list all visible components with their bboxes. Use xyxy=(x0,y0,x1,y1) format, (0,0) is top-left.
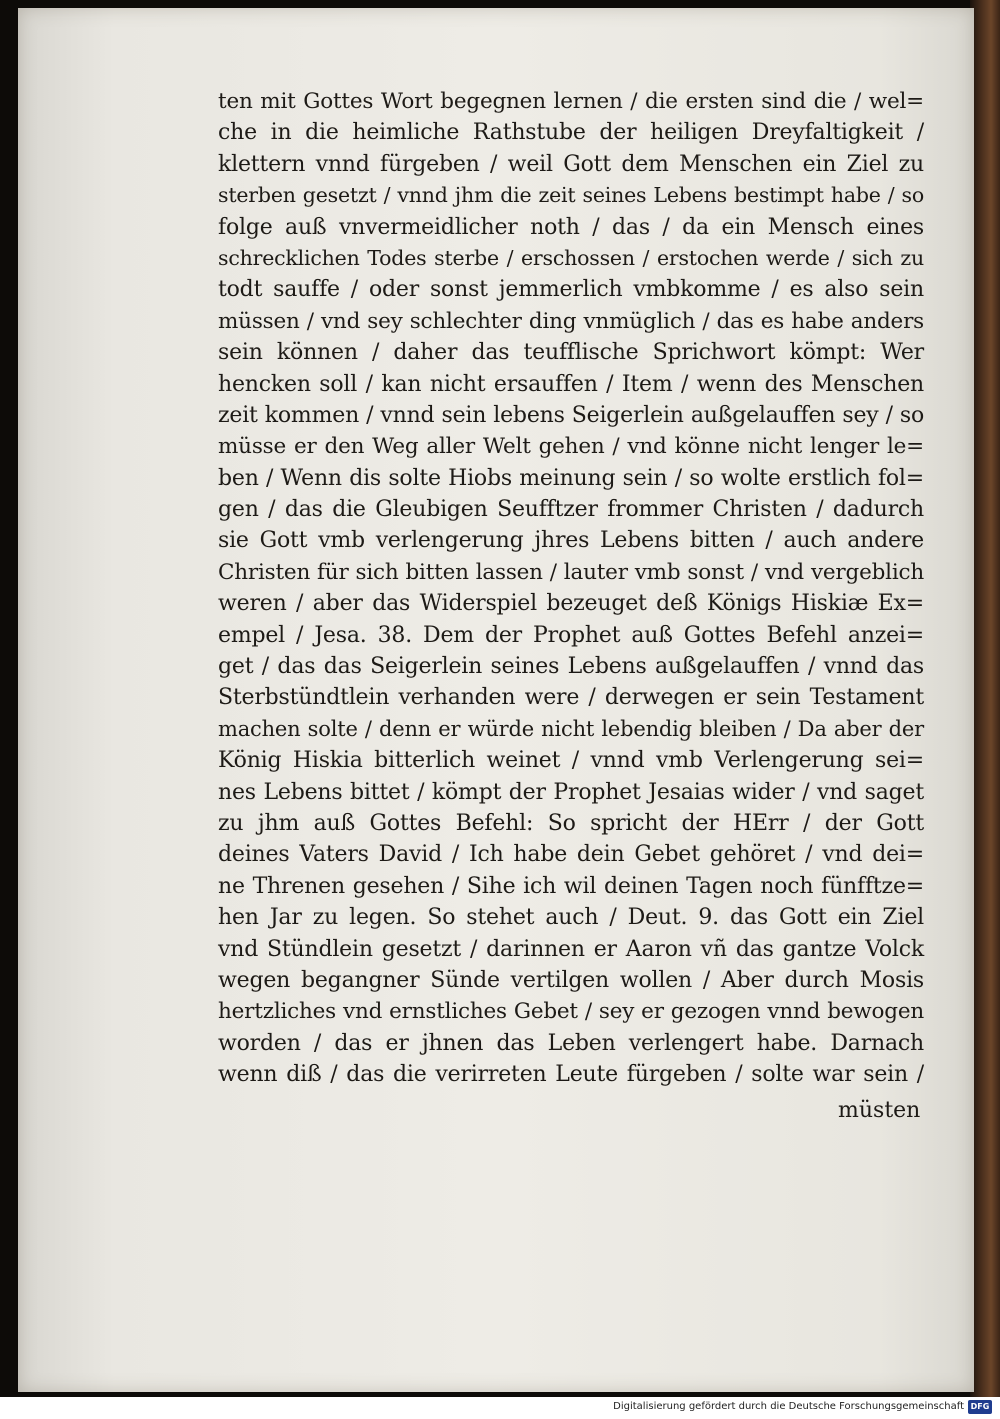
book-page xyxy=(18,8,974,1392)
text-line: hencken soll / kan nicht ersauffen / Item / wenn des Menschen xyxy=(218,371,924,397)
text-line: sie Gott vmb verlengerung jhres Lebens bitten / auch andere xyxy=(218,528,924,554)
text-line: hen Jar zu legen. So stehet auch / Deut. 9. das Gott ein Ziel xyxy=(218,905,924,931)
footer-bar xyxy=(0,1397,1000,1419)
text-line: zu jhm auß Gottes Befehl: So spricht der HErr / der Gott xyxy=(218,810,924,836)
text-line: che in die heimliche Rathstube der heiligen Dreyfaltigkeit / xyxy=(218,120,924,146)
text-line: schrecklichen Todes sterbe / erschossen / erstochen werde / sich zu xyxy=(218,245,924,270)
text-line: nes Lebens bittet / kömpt der Prophet Jesaias wider / vnd saget xyxy=(218,779,924,805)
text-line: weren / aber das Widerspiel bezeuget deß Königs Hiskiæ Ex= xyxy=(218,591,924,617)
text-line: deines Vaters David / Ich habe dein Gebet gehöret / vnd dei= xyxy=(218,842,924,868)
text-line: worden / das er jhnen das Leben verlengert habe. Darnach xyxy=(218,1030,924,1056)
catchword: müsten xyxy=(838,1098,921,1123)
funding-credit: Digitalisierung gefördert durch die Deutsche Forschungsgemeinschaft xyxy=(613,1401,964,1412)
text-line: ben / Wenn dis solte Hiobs meinung sein / so wolte erstlich fol= xyxy=(218,465,924,491)
text-line: machen solte / denn er würde nicht lebendig bleiben / Da aber der xyxy=(218,716,924,741)
text-line: folge auß vnvermeidlicher noth / das / da ein Mensch eines xyxy=(218,214,924,240)
text-line: wegen begangner Sünde vertilgen wollen / Aber durch Mosis xyxy=(218,967,924,993)
text-line: müssen / vnd sey schlechter ding vnmüglich / das es habe anders xyxy=(218,308,924,334)
text-line: klettern vnnd fürgeben / weil Gott dem Menschen ein Ziel zu xyxy=(218,151,924,177)
text-line: sein können / daher das teufflische Sprichwort kömpt: Wer xyxy=(218,340,924,366)
text-line: empel / Jesa. 38. Dem der Prophet auß Gottes Befehl anzei= xyxy=(218,622,924,648)
text-line: zeit kommen / vnnd sein lebens Seigerlein außgelauffen sey / so xyxy=(218,402,924,428)
text-line: Christen für sich bitten lassen / lauter vmb sonst / vnd vergeblich xyxy=(218,559,924,585)
body-text xyxy=(218,86,924,1091)
book-edge xyxy=(970,0,1000,1397)
dfg-logo-icon: DFG xyxy=(968,1400,992,1414)
text-line: sterben gesetzt / vnnd jhm die zeit seines Lebens bestimpt habe / so xyxy=(218,183,924,208)
text-line: get / das das Seigerlein seines Lebens außgelauffen / vnnd das xyxy=(218,654,924,680)
text-line: gen / das die Gleubigen Seufftzer frommer Christen / dadurch xyxy=(218,497,924,523)
text-line: müsse er den Weg aller Welt gehen / vnd könne nicht lenger le= xyxy=(218,434,924,460)
text-line: Sterbstündtlein verhanden were / derwegen er sein Testament xyxy=(218,685,924,711)
text-line: hertzliches vnd ernstliches Gebet / sey er gezogen vnnd bewogen xyxy=(218,999,924,1025)
text-line: ten mit Gottes Wort begegnen lernen / die ersten sind die / wel= xyxy=(218,89,924,114)
text-line: König Hiskia bitterlich weinet / vnnd vmb Verlengerung sei= xyxy=(218,748,924,774)
text-line: wenn diß / das die verirreten Leute fürgeben / solte war sein / xyxy=(218,1062,924,1088)
text-line: ne Threnen gesehen / Sihe ich wil deinen Tagen noch fünfftze= xyxy=(218,873,924,899)
text-line: todt sauffe / oder sonst jemmerlich vmbkomme / es also sein xyxy=(218,277,924,303)
text-line: vnd Stündlein gesetzt / darinnen er Aaron vñ das gantze Volck xyxy=(218,936,924,962)
